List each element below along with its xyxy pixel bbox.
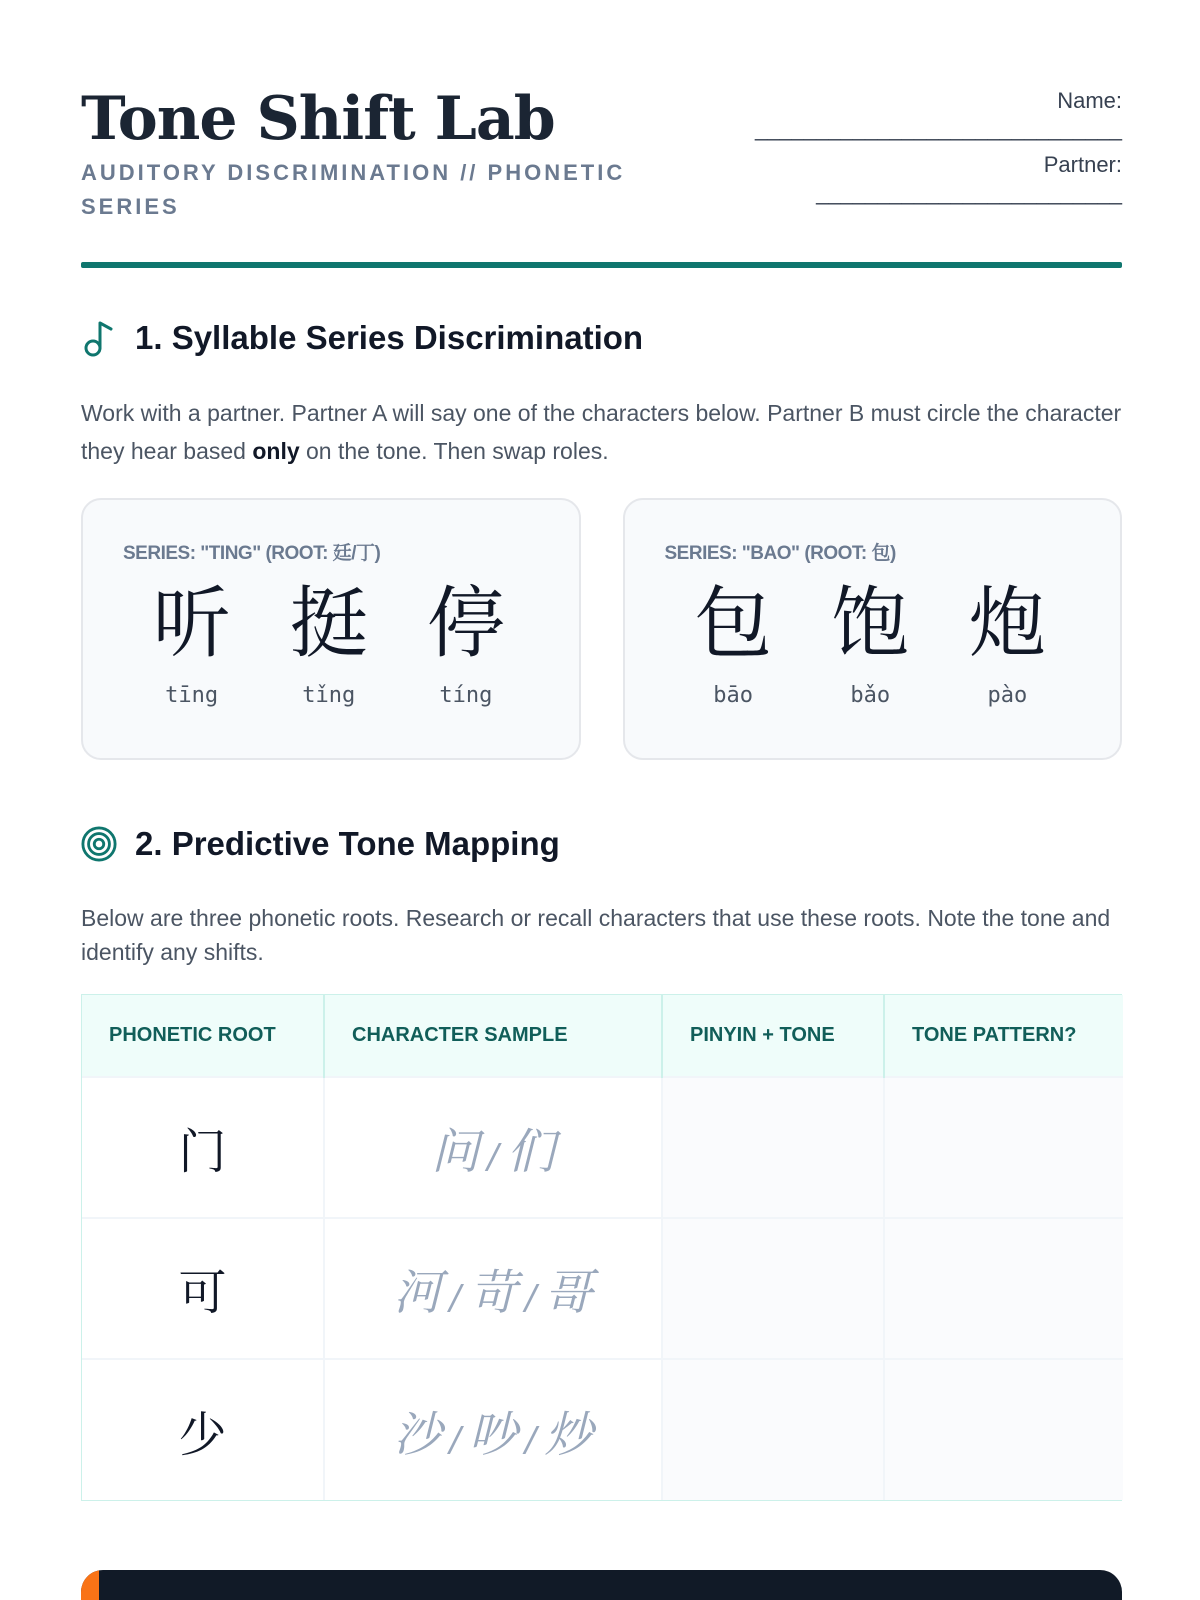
name-blank-line[interactable]: ______________________________ <box>754 116 1122 141</box>
character-option[interactable] <box>132 579 252 708</box>
instructions-text-a: Work with a partner. Partner A will say one of the characters below. Partner B must circle the character they hear based <box>81 400 1122 464</box>
series-characters <box>123 579 541 708</box>
character-pinyin: tíng <box>439 683 493 708</box>
sample-character: 吵 <box>468 1406 517 1463</box>
tone-pattern-input-cell[interactable] <box>884 1077 1123 1218</box>
phonetic-root-cell: 门 <box>82 1077 324 1218</box>
pinyin-tone-input-cell[interactable] <box>662 1077 884 1218</box>
character-sample-cell <box>324 1077 662 1218</box>
section-2-instructions: Below are three phonetic roots. Research or recall characters that use these roots. Note the tone and identify any shifts. <box>81 905 1111 965</box>
page-subtitle: AUDITORY DISCRIMINATION // PHONETIC SERIES <box>81 160 626 219</box>
sample-character: 们 <box>506 1124 555 1180</box>
character-glyph[interactable]: 饱 <box>831 579 910 669</box>
column-header-pattern: TONE PATTERN? <box>884 995 1123 1077</box>
character-glyph[interactable]: 听 <box>152 579 231 669</box>
sample-separator: / <box>487 1137 499 1177</box>
character-option[interactable] <box>406 579 526 708</box>
column-header-pinyin: PINYIN + TONE <box>662 995 884 1077</box>
name-label: Name: <box>1057 88 1122 113</box>
character-glyph[interactable]: 包 <box>694 579 773 669</box>
footer-banner <box>81 1570 1122 1600</box>
series-label: SERIES: "BAO" (ROOT: 包) <box>664 543 896 564</box>
partner-field[interactable] <box>755 152 1122 208</box>
section-1-title: 1. Syllable Series Discrimination <box>135 319 644 356</box>
character-glyph[interactable]: 停 <box>426 579 505 669</box>
section-2-heading <box>81 824 560 864</box>
series-cards <box>81 498 1122 760</box>
column-header-sample: CHARACTER SAMPLE <box>324 995 662 1077</box>
pinyin-tone-input-cell[interactable] <box>662 1218 884 1359</box>
column-header-root: PHONETIC ROOT <box>82 995 324 1077</box>
table-row <box>82 1077 1123 1218</box>
header-divider <box>81 262 1122 268</box>
character-option[interactable] <box>810 579 930 708</box>
student-info <box>755 88 1122 216</box>
worksheet-header <box>81 78 1122 268</box>
character-pinyin: bǎo <box>850 683 891 708</box>
sample-character: 苛 <box>468 1265 517 1321</box>
character-pinyin: pào <box>987 683 1028 708</box>
character-option[interactable] <box>269 579 389 708</box>
table-header-row <box>82 995 1123 1077</box>
character-pinyin: tǐng <box>302 683 356 708</box>
phonetic-root-cell: 少 <box>82 1359 324 1500</box>
sample-separator: / <box>525 1419 537 1460</box>
character-sample-cell <box>324 1218 662 1359</box>
sample-separator: / <box>449 1278 461 1318</box>
character-option[interactable] <box>947 579 1067 708</box>
phonetic-root-cell: 可 <box>82 1218 324 1359</box>
tone-mapping-table <box>81 994 1122 1501</box>
series-label: SERIES: "TING" (ROOT: 廷/丁) <box>123 543 381 564</box>
instructions-emphasis: only <box>252 438 300 464</box>
sample-character: 问 <box>431 1124 480 1180</box>
character-pinyin: bāo <box>713 683 753 708</box>
target-icon <box>81 824 117 864</box>
section-1-instructions <box>81 394 1122 470</box>
music-note-icon <box>81 318 117 358</box>
sample-separator: / <box>525 1278 537 1318</box>
character-sample-cell <box>324 1359 662 1500</box>
series-card-ting <box>81 498 581 760</box>
sample-character: 河 <box>393 1265 442 1321</box>
instructions-text-b: on the tone. Then swap roles. <box>299 438 609 464</box>
character-option[interactable] <box>673 579 793 708</box>
tone-pattern-input-cell[interactable] <box>884 1359 1123 1500</box>
section-2-title: 2. Predictive Tone Mapping <box>135 825 560 862</box>
series-card-bao <box>623 498 1123 760</box>
sample-character: 哥 <box>544 1265 593 1321</box>
partner-blank-line[interactable]: _________________________ <box>816 180 1122 205</box>
character-glyph[interactable]: 挺 <box>289 579 368 669</box>
sample-character: 炒 <box>544 1406 593 1463</box>
table-row <box>82 1359 1123 1500</box>
banner-accent-stripe <box>81 1570 99 1600</box>
partner-label: Partner: <box>1043 152 1122 177</box>
tone-pattern-input-cell[interactable] <box>884 1218 1123 1359</box>
section-1-heading <box>81 318 643 358</box>
table-row <box>82 1218 1123 1359</box>
character-glyph[interactable]: 炮 <box>968 579 1047 669</box>
pinyin-tone-input-cell[interactable] <box>662 1359 884 1500</box>
name-field[interactable] <box>755 88 1122 144</box>
character-pinyin: tīng <box>165 683 219 708</box>
sample-character: 沙 <box>393 1406 442 1463</box>
page-title: Tone Shift Lab <box>81 84 555 154</box>
sample-separator: / <box>449 1419 461 1460</box>
series-characters <box>665 579 1083 708</box>
